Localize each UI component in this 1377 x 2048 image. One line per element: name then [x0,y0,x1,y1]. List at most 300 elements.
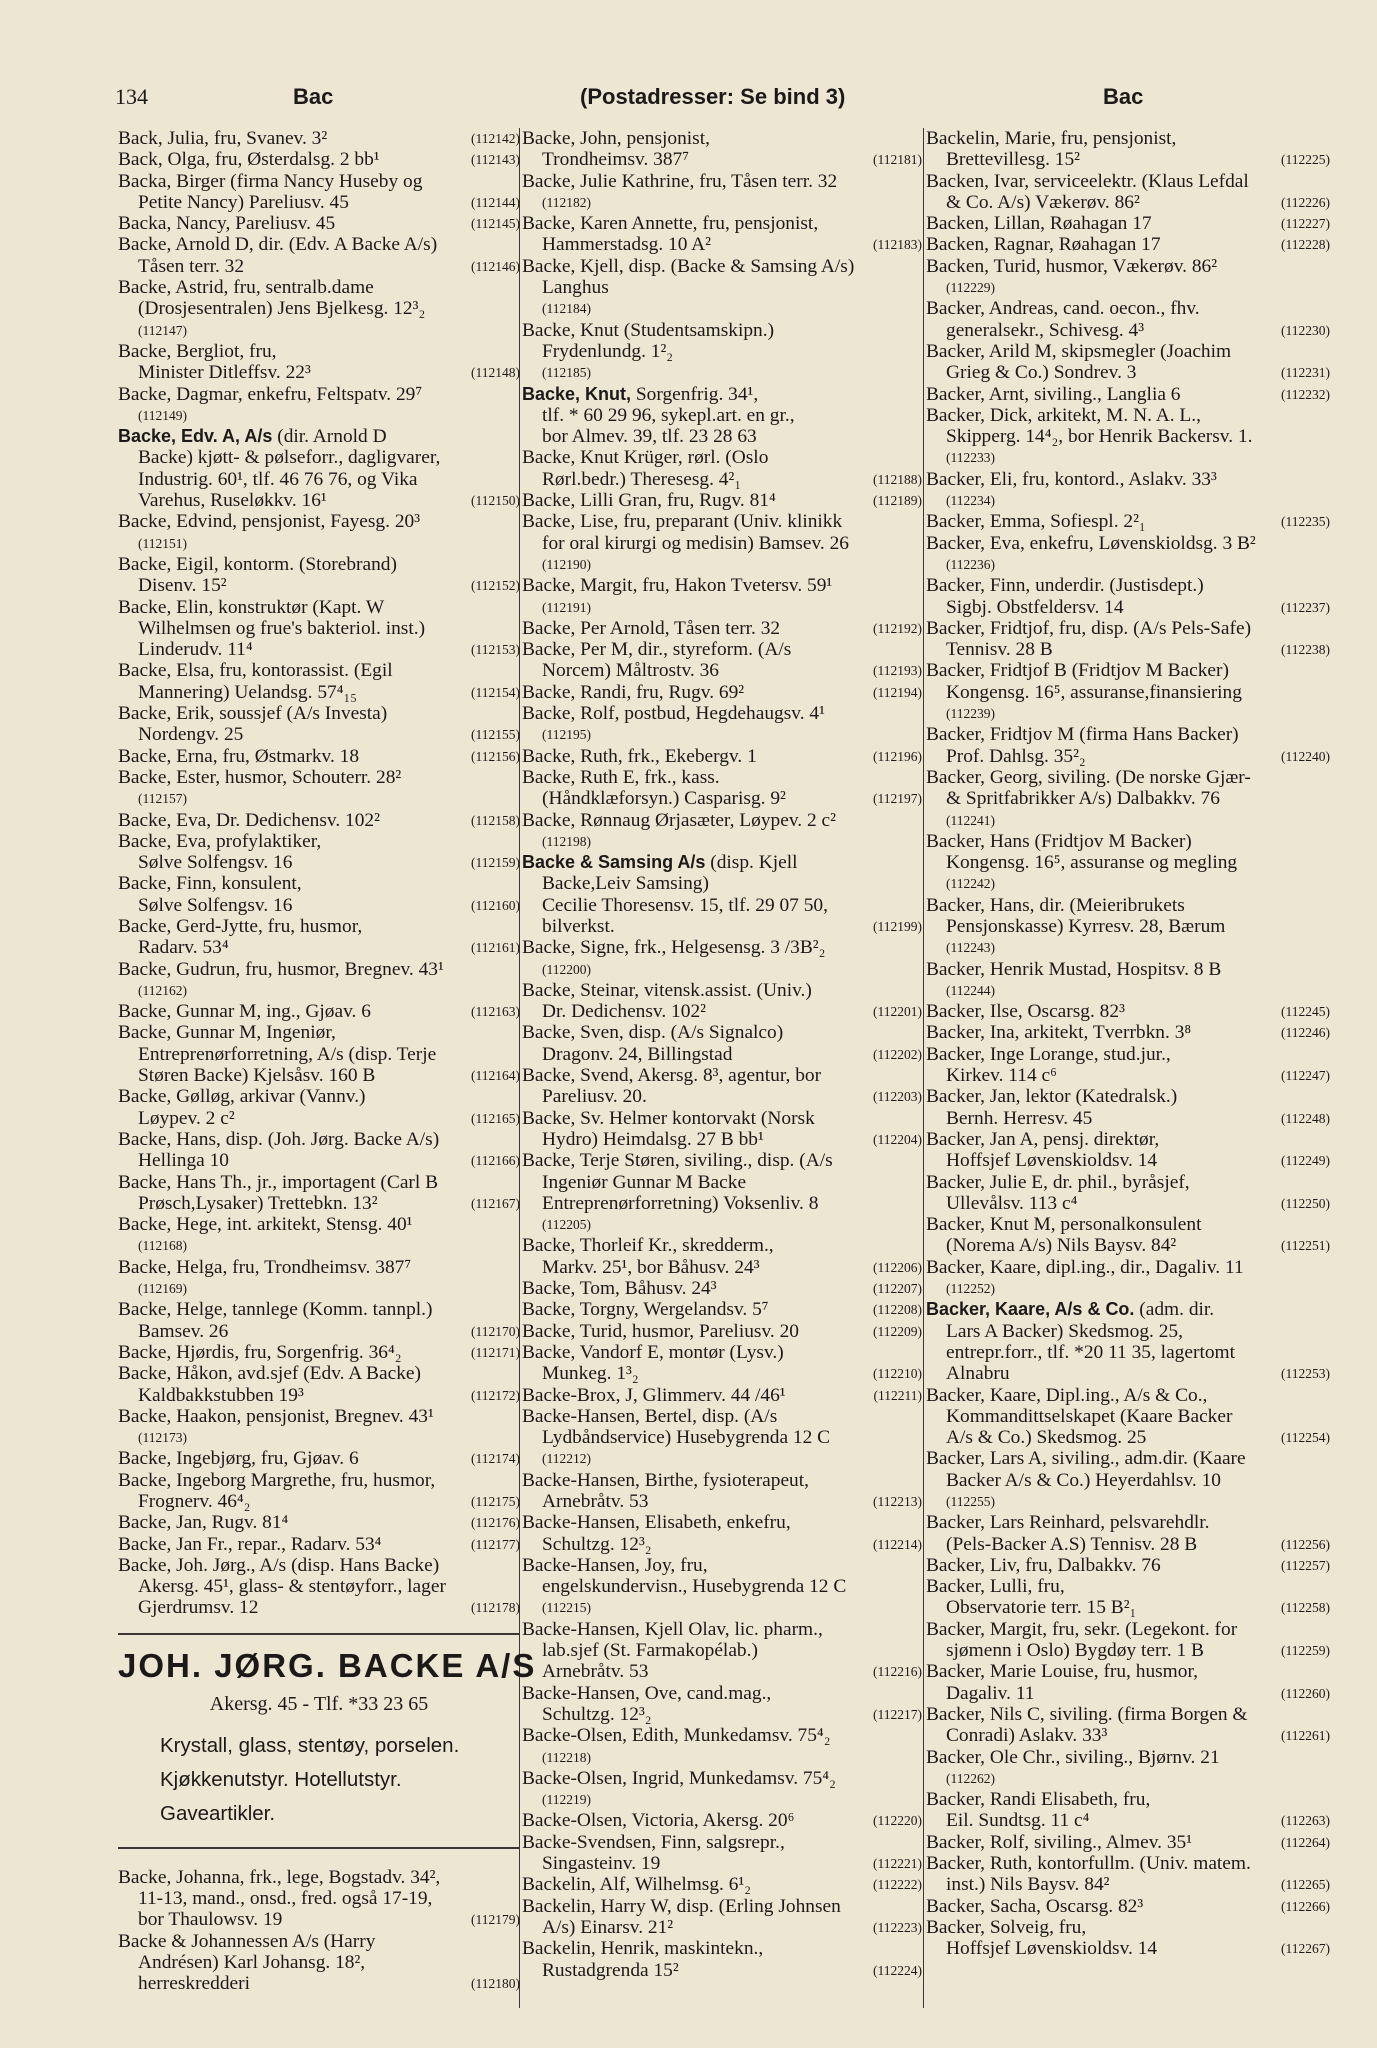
entry-line: Backe, Lise, fru, preparant (Univ. klinikk [522,511,843,533]
entry-code: (112143) [471,152,520,168]
entry-line: (Pels-Backer A.S) Tennisv. 28 B [946,1533,1198,1555]
entry-line: Backer, Fridtjof, fru, disp. (A/s Pels-Safe) [926,617,1252,639]
entry-code: (112146) [471,258,520,274]
entry-line: Backer, Hans, dir. (Meieribrukets [926,894,1185,916]
entry-line: Backen, Ragnar, Røahagan 17 [926,234,1161,256]
entry-code: (112211) [873,1387,922,1403]
entry-code: (112142) [471,131,520,146]
entry-code: (112166) [471,1153,520,1169]
entry-code: (112213) [873,1494,922,1509]
entry-code: (112251) [1281,1238,1330,1254]
entry-line: Norcem) Måltrostv. 36 [542,660,719,682]
entry-line: Grieg & Co.) Sondrev. 3 [946,362,1137,384]
entry-line: Backe, Thorleif Kr., skredderm., [522,1235,774,1257]
entry-code: (112173) [138,1430,187,1446]
entry-line: Backer, Hans (Fridtjov M Backer) [926,830,1192,852]
entry-code: (112210) [873,1366,922,1382]
entry-code: (112181) [873,152,922,168]
entry-code: (112188) [873,471,922,487]
advertisement-box [118,1633,537,1849]
entry-line: Langhus [542,277,609,299]
entry-line: Alnabru [946,1363,1010,1385]
entry-line: Backe-Olsen, Victoria, Akersg. 20⁶ [522,1810,795,1832]
directory-entry [926,1853,1330,1896]
entry-line: Pareliusv. 20. [542,1086,647,1108]
entry-code: (112234) [946,493,995,509]
entry-code: (112163) [471,1004,520,1020]
entry-bold-name: Backer, Kaare, A/s & Co. [926,1299,1135,1320]
directory-entry [522,1512,922,1555]
directory-entry [522,1022,922,1065]
directory-entry [118,1512,520,1533]
entry-line: Backelin, Marie, fru, pensjonist, [926,128,1177,149]
entry-code: (112208) [873,1302,922,1318]
entry-bold-name: Backe, Knut, [522,383,632,404]
entry-code: (112220) [873,1813,922,1829]
entry-line: Industrig. 60¹, tlf. 46 76 76, og Vika [138,468,418,490]
directory-entry [926,1896,1330,1917]
entry-code: (112204) [873,1131,922,1147]
directory-entry [522,1810,922,1831]
entry-line: Backe) kjøtt- & pølseforr., dagligvarer, [138,447,441,469]
entry-line: Kaldbakkstubben 19³ [138,1384,304,1406]
entry-code: (112254) [1281,1430,1330,1446]
directory-entry [522,1342,922,1385]
entry-line: Observatorie terr. 15 B²₁ [946,1597,1137,1619]
directory-entry [926,1214,1330,1257]
entry-code: (112223) [873,1919,922,1935]
entry-line: Backer, Eva, enkefru, Løvenskioldsg. 3 B² [926,532,1256,554]
entry-code: (112248) [1281,1110,1330,1126]
entry-line: Backe, Hjørdis, fru, Sorgenfrig. 36⁴₂ [118,1341,402,1363]
entry-line: Lars A Backer) Skedsmog. 25, [946,1320,1183,1342]
directory-entry [522,1150,922,1235]
directory-entry [522,618,922,639]
entry-code: (112238) [1281,642,1330,658]
directory-entry [926,618,1330,661]
entry-line: Minister Ditleffsv. 22³ [138,362,311,384]
header-guide-word-right: Bac [1103,84,1144,109]
entry-line: tlf. * 60 29 96, sykepl.art. en gr., [542,404,795,426]
directory-entry [926,575,1330,618]
entry-line: Backe, Terje Støren, siviling., disp. (A/s [522,1150,833,1172]
directory-entry [118,1448,520,1469]
directory-entry [522,490,922,511]
entry-code: (112232) [1281,386,1330,402]
entry-line [522,852,862,873]
directory-entry [118,384,520,427]
directory-entry [926,660,1330,724]
directory-entry [522,1299,922,1320]
entry-line: Backe, Gunnar M, Ingeniør, [118,1022,336,1044]
directory-entry [118,1299,520,1342]
directory-entry [118,149,520,170]
entry-code: (112177) [471,1536,520,1552]
directory-entry [926,895,1330,959]
entry-line: Frydenlundg. 1²₂ [542,340,674,362]
entry-code: (112156) [471,748,520,764]
entry-text: (dir. Arnold D [272,426,387,448]
entry-line: Backen, Ivar, serviceelektr. (Klaus Lefdal [926,170,1249,192]
directory-entry [522,639,922,682]
entry-code: (112229) [946,280,995,296]
directory-entry [118,1257,520,1300]
entry-line: Backe, Astrid, fru, sentralb.dame [118,277,374,299]
directory-entry [926,171,1330,214]
directory-entry [926,1704,1330,1747]
directory-entry [522,1832,922,1875]
entry-line: Backer, Margit, fru, sekr. (Legekont. for [926,1618,1238,1640]
entry-code: (112249) [1281,1153,1330,1169]
directory-entry [926,1619,1330,1662]
entry-code: (112185) [542,365,591,381]
directory-entry [926,1172,1330,1215]
entry-code: (112145) [471,216,520,232]
entry-line [926,1299,1270,1320]
entry-code: (112194) [873,684,922,700]
entry-line: Backen, Turid, husmor, Vækerøv. 86² [926,255,1218,277]
entry-line: Schultzg. 12³₂ [542,1703,652,1725]
entry-line: lab.sjef (St. Farmakopélab.) [542,1640,758,1662]
entry-code: (112180) [471,1976,520,1992]
entry-code: (112265) [1281,1877,1330,1893]
entry-code: (112225) [1281,152,1330,168]
entry-line: Backe, Gunnar M, ing., Gjøav. 6 [118,1001,371,1023]
directory-entry [118,703,520,746]
entry-line: Backer, Eli, fru, kontord., Aslakv. 33³ [926,468,1217,490]
entry-code: (112200) [542,961,591,977]
entry-line: Pensjonskasse) Kyrresv. 28, Bærum [946,915,1226,937]
directory-entry [522,171,922,214]
directory-entry [118,1931,520,1995]
directory-entry [926,1257,1330,1300]
directory-entry [522,320,922,384]
entry-code: (112149) [138,407,187,423]
entry-line: Backe, Ester, husmor, Schouterr. 28² [118,766,402,788]
entry-line: Eil. Sundtsg. 11 c⁴ [946,1810,1090,1832]
entry-line: Backe, Per Arnold, Tåsen terr. 32 [522,617,781,639]
directory-entry [522,1768,922,1811]
entry-code: (112247) [1281,1068,1330,1084]
directory-entry [118,767,520,810]
entry-list [118,1867,520,1995]
directory-entry [118,660,520,703]
entry-code: (112195) [542,727,591,743]
directory-entry [926,1044,1330,1087]
entry-line: Backe, Sven, disp. (A/s Signalco) [522,1022,784,1044]
entry-line: Backe, Johanna, frk., lege, Bogstadv. 34², [118,1866,441,1888]
directory-entry [522,384,922,448]
entry-line: Back, Olga, fru, Østerdalsg. 2 bb¹ [118,149,380,171]
directory-entry [118,1363,520,1406]
directory-entry [118,511,520,554]
entry-line: Radarv. 53⁴ [138,937,229,959]
entry-line: Backe, Jan, Rugv. 81⁴ [118,1512,289,1534]
directory-entry [926,533,1330,576]
entry-line: Backe, Randi, fru, Rugv. 69² [522,681,745,703]
entry-code: (112262) [946,1770,995,1786]
entry-code: (112203) [873,1089,922,1105]
directory-entry [522,1065,922,1108]
entry-line: inst.) Nils Baysv. 84² [946,1874,1110,1896]
directory-entry [522,1683,922,1726]
entry-code: (112219) [542,1792,591,1808]
entry-line: Varehus, Ruseløkkv. 16¹ [138,490,327,512]
entry-code: (112217) [873,1706,922,1722]
entry-code: (112159) [471,855,520,871]
entry-line: Backe, Per M, dir., styreform. (A/s [522,639,792,661]
directory-entry [926,298,1330,341]
entry-code: (112205) [542,1217,591,1233]
directory-entry [522,810,922,853]
directory-entry [118,873,520,916]
entry-code: (112237) [1281,599,1330,615]
entry-code: (112250) [1281,1195,1330,1211]
entry-code: (112261) [1281,1728,1330,1744]
directory-entry [118,1534,520,1555]
entry-line: Backe, Finn, konsulent, [118,873,302,895]
entry-code: (112256) [1281,1536,1330,1552]
entry-code: (112179) [471,1912,520,1928]
directory-entry [926,724,1330,767]
entry-line: Sølve Solfengsv. 16 [138,894,293,916]
entry-code: (112224) [873,1962,922,1978]
entry-line: Akersg. 45¹, glass- & stentøyforr., lager [138,1576,446,1598]
entry-line: Munkeg. 1³₂ [542,1363,639,1385]
entry-line [118,426,460,447]
entry-code: (112218) [542,1749,591,1765]
directory-entry [118,171,520,214]
entry-line: Backe, Hans Th., jr., importagent (Carl B [118,1171,439,1193]
entry-line: Backe, Lilli Gran, fru, Rugv. 81⁴ [522,490,776,512]
directory-entry [522,1938,922,1981]
entry-code: (112221) [873,1856,922,1872]
entry-line: Hammerstadsg. 10 A² [542,234,711,256]
entry-line: Backer, Ruth, kontorfullm. (Univ. matem. [926,1853,1251,1875]
entry-code: (112239) [946,706,995,722]
entry-line: generalsekr., Schivesg. 4³ [946,319,1145,341]
directory-entry [118,1214,520,1257]
entry-code: (112245) [1281,1004,1330,1020]
directory-entry [926,1129,1330,1172]
directory-entry [926,341,1330,384]
directory-entry [118,1129,520,1172]
entry-code: (112241) [946,812,995,828]
entry-line: Backer, Arild M, skipsmegler (Joachim [926,340,1232,362]
entry-code: (112231) [1281,365,1330,381]
entry-line: Backe, Signe, frk., Helgesensg. 3 /3B²₂ [522,937,826,959]
entry-line: Backer, Knut M, personalkonsulent [926,1214,1202,1236]
entry-code: (112201) [873,1004,922,1020]
entry-code: (112153) [471,642,520,658]
entry-line: Ingeniør Gunnar M Backe [542,1171,747,1193]
directory-entry [926,1747,1330,1790]
entry-code: (112175) [471,1494,520,1509]
entry-line: Bernh. Herresv. 45 [946,1107,1093,1129]
entry-line: Backe, Julie Kathrine, fru, Tåsen terr. 32 [522,170,838,192]
entry-line: Backe, Turid, husmor, Pareliusv. 20 [522,1320,799,1342]
entry-code: (112216) [873,1664,922,1680]
entry-code: (112259) [1281,1643,1330,1659]
directory-entry [522,937,922,980]
directory-entry [118,213,520,234]
entry-code: (112209) [873,1323,922,1339]
entry-line: Backe-Hansen, Bertel, disp. (A/s [522,1405,778,1427]
entry-line: Løypev. 2 c² [138,1107,235,1129]
entry-code: (112164) [471,1068,520,1084]
entry-code: (112197) [873,791,922,807]
directory-entry [522,575,922,618]
entry-line: Backer, Arnt, siviling., Langlia 6 [926,383,1181,405]
entry-line: Backe, John, pensjonist, [522,128,710,149]
entry-line: Backe-Brox, J, Glimmerv. 44 /46¹ [522,1384,786,1406]
entry-line: Backer, Lars A, siviling., adm.dir. (Kaare [926,1448,1246,1470]
entry-line: Backelin, Henrik, maskintekn., [522,1938,764,1960]
entry-line: Backer, Kaare, dipl.ing., dir., Dagaliv. 11 [926,1256,1244,1278]
directory-entry [926,1022,1330,1043]
directory-entry [522,980,922,1023]
directory-entry [926,469,1330,512]
entry-line: Backe, Hege, int. arkitekt, Stensg. 40¹ [118,1214,413,1236]
entry-line: Backe, Dagmar, enkefru, Feltspatv. 29⁷ [118,383,423,405]
entry-line: sjømenn i Oslo) Bygdøy terr. 1 B [946,1640,1204,1662]
entry-line: Backe, Håkon, avd.sjef (Edv. A Backe) [118,1363,421,1385]
entry-line: Backe, Tom, Båhusv. 24³ [522,1278,717,1300]
directory-entry [118,1022,520,1086]
entry-line: Andrésen) Karl Johansg. 18², [138,1951,366,1973]
entry-line: Backer, Randi Elisabeth, fru, [926,1789,1151,1811]
entry-line: Backe, Margit, fru, Hakon Tvetersv. 59¹ [522,575,833,597]
directory-entry [522,682,922,703]
entry-line: for oral kirurgi og medisin) Bamsev. 26 [542,532,849,554]
directory-entry [522,1406,922,1470]
column-2 [522,128,922,1981]
entry-line: Backe, Edvind, pensjonist, Fayesg. 20³ [118,511,421,533]
directory-entry [522,213,922,256]
entry-code: (112222) [873,1877,922,1893]
entry-line: Backe-Hansen, Kjell Olav, lic. pharm., [522,1618,823,1640]
entry-line: Backe-Hansen, Elisabeth, enkefru, [522,1512,791,1534]
entry-line: & Co. A/s) Vækerøv. 86² [946,191,1140,213]
directory-entry [522,1874,922,1895]
entry-line: Backe, Erna, fru, Østmarkv. 18 [118,745,360,767]
entry-line: Backelin, Alf, Wilhelmsg. 6¹₂ [522,1874,752,1896]
entry-line: Arnebråtv. 53 [542,1491,649,1512]
page-header [115,84,1315,114]
entry-line: Backe-Hansen, Joy, fru, [522,1554,708,1576]
directory-entry [926,405,1330,469]
ad-line: Gaveartikler. [160,1801,276,1825]
directory-entry [118,1555,520,1619]
entry-code: (112160) [471,897,520,913]
entry-line: Backe & Johannessen A/s (Harry [118,1930,376,1952]
directory-entry [522,1896,922,1939]
entry-code: (112212) [542,1451,591,1467]
directory-entry [522,1321,922,1342]
entry-code: (112148) [471,365,520,381]
entry-line: Hellinga 10 [138,1150,230,1172]
entry-code: (112260) [1281,1685,1330,1701]
directory-entry [118,1172,520,1215]
entry-line: Backer, Sacha, Oscarsg. 82³ [926,1895,1144,1917]
entry-line: Backe, Elin, konstruktør (Kapt. W [118,596,385,618]
entry-text: Sorgenfrig. 34¹, [631,383,759,405]
entry-code: (112169) [138,1281,187,1297]
directory-entry [522,447,922,490]
entry-line: Hoffsjef Løvenskioldsv. 14 [946,1938,1158,1960]
entry-line: Backe, Knut Krüger, rørl. (Oslo [522,447,769,469]
ad-line: Kjøkkenutstyr. Hotellutstyr. [160,1767,402,1791]
directory-entry [522,511,922,575]
entry-code: (112240) [1281,748,1330,764]
entry-code: (112235) [1281,514,1330,530]
directory-entry [522,1278,922,1299]
entry-bold-name: Backe & Samsing A/s [522,852,706,873]
entry-line: Sigbj. Obstfeldersv. 14 [946,596,1124,618]
entry-line: engelskundervisn., Husebygrenda 12 C [542,1576,847,1598]
directory-entry [522,128,922,171]
entry-line: Lydbåndservice) Husebygrenda 12 C [542,1427,831,1449]
directory-entry [118,746,520,767]
entry-line: Backe, Erik, soussjef (A/s Investa) [118,703,388,725]
entry-code: (112255) [946,1494,995,1509]
entry-line: Backe, Arnold D, dir. (Edv. A Backe A/s) [118,234,438,256]
entry-code: (112258) [1281,1600,1330,1616]
entry-code: (112161) [471,940,520,956]
entry-code: (112154) [471,684,520,700]
directory-entry [926,234,1330,255]
entry-code: (112172) [471,1387,520,1403]
entry-line: Backer, Lars Reinhard, pelsvarehdlr. [926,1512,1210,1534]
entry-line: Backe, Gølløg, arkivar (Vannv.) [118,1086,366,1108]
entry-line: Backe, Hans, disp. (Joh. Jørg. Backe A/s) [118,1128,440,1150]
entry-line: Entreprenørforretning) Voksenliv. 8 [542,1192,819,1214]
entry-line: Backe-Olsen, Edith, Munkedamsv. 75⁴₂ [522,1725,831,1747]
directory-entry [522,703,922,746]
entry-list [522,128,922,1981]
directory-entry [926,384,1330,405]
directory-entry [926,1576,1330,1619]
entry-line: Backer, Jan A, pensj. direktør, [926,1128,1160,1150]
directory-entry [118,916,520,959]
directory-entry [118,128,520,149]
entry-line: Disenv. 15² [138,575,227,597]
entry-code: (112267) [1281,1941,1330,1957]
entry-line: Backe, Rolf, postbud, Hegdehaugsv. 4¹ [522,703,825,725]
entry-line: Prof. Dahlsg. 35²₂ [946,745,1086,767]
ad-address: Akersg. 45 - Tlf. *33 23 65 [209,1692,429,1715]
entry-code: (112147) [138,322,187,338]
entry-code: (112263) [1281,1813,1330,1829]
entry-code: (112170) [471,1323,520,1339]
entry-line: Singasteinv. 19 [542,1853,661,1875]
entry-line: Back, Julia, fru, Svanev. 3² [118,128,328,149]
directory-entry [926,213,1330,234]
entry-line: bor Almev. 39, tlf. 23 28 63 [542,426,757,448]
entry-line: Backe, Ruth E, frk., kass. [522,766,720,788]
entry-line: Rustadgrenda 15² [542,1959,679,1981]
entry-code: (112192) [873,620,922,636]
directory-entry [926,1299,1330,1384]
entry-code: (112196) [873,748,922,764]
entry-line: Hoffsjef Løvenskioldsv. 14 [946,1150,1158,1172]
entry-code: (112144) [471,194,520,210]
entry-line: Backer, Lulli, fru, [926,1576,1065,1598]
entry-line: Entreprenørforretning, A/s (disp. Terje [138,1043,437,1065]
entry-code: (112257) [1281,1557,1330,1573]
entry-code: (112207) [873,1281,922,1297]
entry-line: Backe, Jan Fr., repar., Radarv. 53⁴ [118,1533,382,1555]
